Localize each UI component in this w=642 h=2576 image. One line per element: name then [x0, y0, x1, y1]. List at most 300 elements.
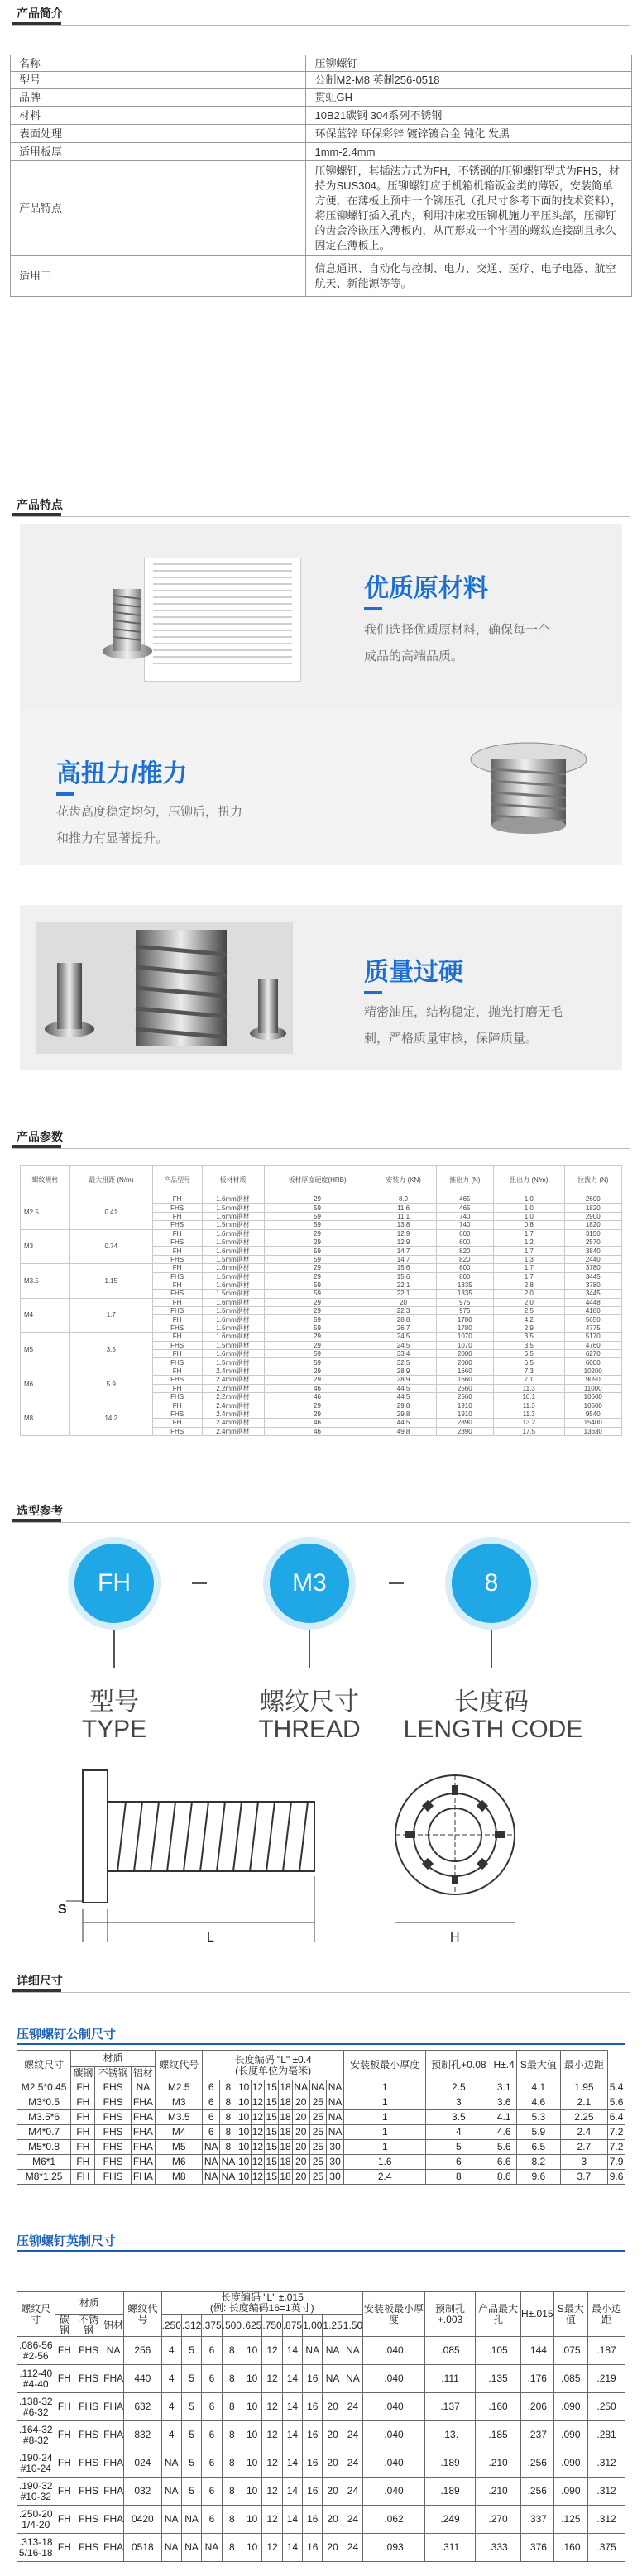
params-cell: 800	[436, 1272, 493, 1281]
params-cell: 29	[264, 1229, 371, 1238]
metric-cell: M2.5	[156, 2080, 203, 2095]
params-cell: FH	[152, 1264, 202, 1272]
imperial-cell: .085	[553, 2365, 588, 2393]
metric-cell: FH	[71, 2110, 95, 2125]
imperial-cell: .090	[553, 2478, 588, 2506]
imperial-cell: 16	[303, 2449, 323, 2478]
params-header: 扭出力 (N/m)	[494, 1166, 565, 1195]
imperial-cell: .256	[520, 2449, 553, 2478]
metric-header: 材质	[71, 2051, 156, 2067]
imperial-cell: .237	[520, 2421, 553, 2449]
section-selection-header	[0, 1497, 642, 1527]
imperial-cell: 24	[343, 2506, 362, 2534]
metric-header: 安装板最小厚度	[343, 2051, 426, 2080]
metric-header: 螺纹尺寸	[17, 2051, 71, 2080]
params-cell: FHS	[152, 1272, 202, 1281]
imperial-cell: .312	[588, 2478, 625, 2506]
imperial-cell: 20	[323, 2534, 343, 2562]
metric-cell: 18	[279, 2080, 293, 2095]
params-cell: 600	[436, 1229, 493, 1238]
params-cell: 17.5	[494, 1427, 565, 1435]
params-cell: 11.3	[494, 1384, 565, 1392]
metric-cell: 18	[279, 2155, 293, 2170]
params-cell: 465	[436, 1204, 493, 1212]
metric-length-header: 长度编码 "L" ±0.4	[234, 2053, 312, 2066]
params-cell: 2.4mm钢材	[202, 1367, 264, 1375]
imperial-length-col: .750	[262, 2315, 282, 2337]
metric-cell: 25	[309, 2155, 327, 2170]
feature-title: 高扭力/推力	[56, 760, 188, 788]
imperial-cell: .312	[588, 2506, 625, 2534]
metric-cell: 9.6	[517, 2170, 561, 2185]
params-cell: 1.0	[494, 1212, 565, 1220]
metric-cell: FHS	[95, 2080, 131, 2095]
info-key: 适用板厚	[11, 143, 306, 161]
params-cell: 10500	[564, 1401, 621, 1410]
imperial-cell: 4	[161, 2393, 181, 2421]
params-cell: 59	[264, 1290, 371, 1298]
params-cell: 1.7	[494, 1229, 565, 1238]
metric-cell: 6	[203, 2110, 220, 2125]
metric-cell: FHS	[95, 2140, 131, 2155]
metric-cell: 5.9	[517, 2125, 561, 2140]
metric-cell: 20	[292, 2140, 309, 2155]
params-cell: 15.6	[371, 1272, 436, 1281]
imperial-cell: .250	[588, 2393, 625, 2421]
params-cell: 1335	[436, 1290, 493, 1298]
connector-line	[113, 1630, 115, 1668]
imperial-cell: 12	[262, 2393, 282, 2421]
imperial-cell: FH	[55, 2421, 74, 2449]
metric-cell: NA	[131, 2080, 155, 2095]
params-torque: 1.15	[69, 1264, 152, 1299]
info-value: 公制M2-M8 英制256-0518	[306, 72, 632, 89]
imperial-cell: 10	[242, 2365, 261, 2393]
params-cell: 13.8	[371, 1221, 436, 1229]
imperial-length-col: .500	[222, 2315, 242, 2337]
imperial-header: H±.015	[520, 2292, 553, 2337]
params-spec: M3.5	[21, 1264, 70, 1299]
imperial-cell: 5	[181, 2393, 201, 2421]
params-cell: FHS	[152, 1255, 202, 1263]
metric-cell: 6.5	[517, 2140, 561, 2155]
feature-card-quality	[20, 905, 622, 1070]
params-cell: 10.1	[494, 1392, 565, 1401]
params-cell: 1.6mm钢材	[202, 1281, 264, 1289]
imperial-cell: NA	[161, 2478, 181, 2506]
params-cell: 59	[264, 1255, 371, 1263]
params-cell: 59	[264, 1358, 371, 1367]
params-spec: M8	[21, 1401, 70, 1436]
imperial-cell: 6	[202, 2365, 222, 2393]
params-cell: 1780	[436, 1315, 493, 1324]
params-spec: M3	[21, 1229, 70, 1264]
metric-cell: 8	[220, 2140, 237, 2155]
params-cell: 46	[264, 1384, 371, 1392]
params-cell: FHS	[152, 1410, 202, 1418]
params-cell: 1.6mm钢材	[202, 1212, 264, 1220]
imperial-header: 材质	[55, 2292, 124, 2315]
params-cell: 59	[264, 1315, 371, 1324]
imperial-cell: .135	[476, 2365, 521, 2393]
info-row	[11, 107, 632, 125]
params-cell: 1.6mm钢材	[202, 1350, 264, 1358]
params-cell: 2.4mm钢材	[202, 1376, 264, 1384]
imperial-cell: FHA	[103, 2478, 124, 2506]
metric-cell: 6	[203, 2095, 220, 2110]
params-cell: 29	[264, 1376, 371, 1384]
imperial-cell: .040	[363, 2365, 425, 2393]
params-cell: 4448	[564, 1298, 621, 1306]
params-cell: 2890	[436, 1427, 493, 1435]
imperial-cell: 6	[202, 2393, 222, 2421]
imperial-cell: NA	[161, 2449, 181, 2478]
metric-cell: FHS	[95, 2155, 131, 2170]
params-cell: 22.1	[371, 1281, 436, 1289]
params-cell: 20	[371, 1298, 436, 1306]
params-header: 板材厚度硬度(HRB)	[264, 1166, 371, 1195]
info-value: 压铆螺钉，其插法方式为FH，不锈钢的压铆螺钉型式为FHS，材持为SUS304。压铆螺钉应于机箱机箱钣金类的薄钣，安装简单方便，在薄板上预中一个铆压孔（孔尺寸参考下面的技术资料），将压铆螺钉插入孔内，利用冲床或压铆机施力平压头部，压铆钉的齿会冷嵌压入薄板内，从而形成一个牢固的螺纹连接副且永久固定在薄板上。	[306, 161, 632, 256]
params-cell: 4180	[564, 1307, 621, 1315]
metric-cell: 4.6	[491, 2125, 517, 2140]
thread-label-cn: 螺纹尺寸	[260, 1688, 359, 1716]
params-cell: 2440	[564, 1255, 621, 1263]
metric-cell: NA	[292, 2080, 309, 2095]
metric-cell: 10	[237, 2095, 251, 2110]
metric-cell: 3	[426, 2095, 491, 2110]
imperial-cell: .219	[588, 2365, 625, 2393]
metric-cell: 8	[220, 2125, 237, 2140]
info-key: 品牌	[11, 89, 306, 107]
metric-cell: 15	[265, 2080, 279, 2095]
metric-title-underline	[17, 2043, 625, 2045]
metric-header: 螺纹代号	[156, 2051, 203, 2080]
params-cell: 4775	[564, 1324, 621, 1332]
params-cell: 59	[264, 1247, 371, 1255]
imperial-row	[17, 2478, 625, 2506]
metric-row	[17, 2125, 625, 2140]
metric-cell: 1	[343, 2140, 426, 2155]
params-cell: 29	[264, 1307, 371, 1315]
params-cell: 4.2	[494, 1315, 565, 1324]
metric-cell: M5*0.8	[17, 2140, 71, 2155]
params-cell: 14.7	[371, 1247, 436, 1255]
params-cell: FH	[152, 1281, 202, 1289]
metric-cell: 3	[560, 2155, 607, 2170]
imperial-length-unit: (例: 长度编码16=1英寸)	[209, 2302, 314, 2314]
dimension-s-label: S	[58, 1903, 67, 1917]
metric-cell: 6	[203, 2125, 220, 2140]
info-value: 信息通讯、自动化与控制、电力、交通、医疗、电子电器、航空航天、新能源等等。	[306, 256, 632, 297]
params-cell: 49.8	[371, 1427, 436, 1435]
separator-dash	[192, 1582, 207, 1584]
metric-cell: 18	[279, 2125, 293, 2140]
params-cell: 13.2	[494, 1419, 565, 1427]
params-cell: 1.6mm钢材	[202, 1298, 264, 1306]
params-cell: 1660	[436, 1376, 493, 1384]
metric-cell: 8	[220, 2095, 237, 2110]
params-cell: 2.2mm钢材	[202, 1392, 264, 1401]
metric-cell: 5	[426, 2140, 491, 2155]
metric-cell: NA	[220, 2155, 237, 2170]
imperial-cell: .090	[553, 2449, 588, 2478]
imperial-cell: .164-32 #8-32	[17, 2421, 55, 2449]
metric-cell: NA	[220, 2170, 237, 2185]
imperial-cell: NA	[202, 2534, 222, 2562]
imperial-cell: FHS	[74, 2534, 103, 2562]
divider-accent	[12, 1989, 61, 1992]
imperial-length-col: .312	[181, 2315, 201, 2337]
params-cell: FHS	[152, 1238, 202, 1246]
imperial-cell: NA	[181, 2506, 201, 2534]
params-cell: 2.4mm钢材	[202, 1401, 264, 1410]
info-key: 适用于	[11, 256, 306, 297]
params-cell: 11.1	[371, 1212, 436, 1220]
separator-dash	[389, 1582, 404, 1584]
params-cell: FHS	[152, 1307, 202, 1315]
params-cell: 9540	[564, 1410, 621, 1418]
params-cell: 1.5mm钢材	[202, 1221, 264, 1229]
section-dimensions-header	[0, 1967, 642, 1997]
imperial-cell: 16	[303, 2421, 323, 2449]
params-cell: 600	[436, 1238, 493, 1246]
imperial-cell: NA	[181, 2534, 201, 2562]
metric-cell: 12	[251, 2080, 265, 2095]
params-cell: 1820	[564, 1221, 621, 1229]
params-cell: 29	[264, 1238, 371, 1246]
length-label-cn: 长度码	[454, 1688, 529, 1716]
metric-row	[17, 2140, 625, 2155]
params-cell: 3780	[564, 1264, 621, 1272]
imperial-cell: 16	[303, 2365, 323, 2393]
params-cell: 6270	[564, 1350, 621, 1358]
metric-cell: M4	[156, 2125, 203, 2140]
imperial-cell: 10	[242, 2421, 261, 2449]
metric-cell: FHS	[95, 2095, 131, 2110]
params-cell: 2570	[564, 1238, 621, 1246]
params-cell: FHS	[152, 1324, 202, 1332]
metric-cell: 4.1	[517, 2080, 561, 2095]
imperial-cell: FH	[55, 2478, 74, 2506]
metric-cell: 15	[265, 2140, 279, 2155]
imperial-cell: 20	[323, 2478, 343, 2506]
params-cell: 29	[264, 1333, 371, 1341]
imperial-cell: 632	[124, 2393, 161, 2421]
metric-cell: 8.2	[517, 2155, 561, 2170]
params-cell: 975	[436, 1307, 493, 1315]
imperial-cell: 6	[202, 2478, 222, 2506]
metric-cell: 8.6	[491, 2170, 517, 2185]
imperial-cell: .313-18 5/16-18	[17, 2534, 55, 2562]
params-row	[21, 1264, 622, 1272]
params-row	[21, 1333, 622, 1341]
connector-line	[309, 1630, 310, 1668]
imperial-cell: 8	[222, 2534, 242, 2562]
metric-cell: 5.6	[491, 2140, 517, 2155]
imperial-cell: 24	[343, 2421, 362, 2449]
metric-cell: 10	[237, 2140, 251, 2155]
imperial-cell: .176	[520, 2365, 553, 2393]
metric-cell: 1.6	[343, 2155, 426, 2170]
imperial-cell: FH	[55, 2534, 74, 2562]
imperial-cell: .093	[363, 2534, 425, 2562]
params-cell: 740	[436, 1221, 493, 1229]
params-cell: FH	[152, 1384, 202, 1392]
metric-cell: 5.6	[608, 2095, 625, 2110]
params-cell: 820	[436, 1247, 493, 1255]
imperial-cell: .105	[476, 2337, 521, 2365]
params-cell: 59	[264, 1350, 371, 1358]
metric-cell: FHA	[131, 2140, 155, 2155]
section-title: 详细尺寸	[17, 1974, 63, 1987]
imperial-cell: .040	[363, 2478, 425, 2506]
dimension-l-label: L	[207, 1931, 214, 1945]
imperial-cell: FHS	[74, 2393, 103, 2421]
params-cell: FH	[152, 1315, 202, 1324]
divider	[12, 1522, 630, 1523]
params-cell: 1.6mm钢材	[202, 1264, 264, 1272]
params-cell: 740	[436, 1212, 493, 1220]
params-cell: 3.5	[494, 1341, 565, 1349]
imperial-cell: .125	[553, 2506, 588, 2534]
params-cell: 1070	[436, 1333, 493, 1341]
imperial-cell: FHA	[103, 2393, 124, 2421]
params-cell: 2000	[436, 1358, 493, 1367]
metric-cell: M6	[156, 2155, 203, 2170]
params-cell: FHS	[152, 1392, 202, 1401]
imperial-cell: 14	[282, 2365, 302, 2393]
params-torque: 5.9	[69, 1367, 152, 1401]
params-cell: 2560	[436, 1384, 493, 1392]
imperial-cell: 12	[262, 2449, 282, 2478]
metric-cell: NA	[327, 2125, 344, 2140]
section-params-header	[0, 1123, 642, 1153]
params-cell: FH	[152, 1333, 202, 1341]
params-cell: FHS	[152, 1290, 202, 1298]
params-cell: 1.5mm钢材	[202, 1324, 264, 1332]
imperial-cell: 20	[323, 2393, 343, 2421]
imperial-material-header: 碳钢	[55, 2315, 74, 2337]
imperial-material-header: 铝材	[103, 2315, 124, 2337]
params-cell: 1.3	[494, 1255, 565, 1263]
metric-material-header: 碳钢	[71, 2067, 95, 2080]
metric-cell: 15	[265, 2155, 279, 2170]
imperial-cell: .189	[424, 2478, 475, 2506]
imperial-row	[17, 2449, 625, 2478]
imperial-cell: .190-24 #10-24	[17, 2449, 55, 2478]
params-cell: 11.3	[494, 1410, 565, 1418]
imperial-cell: FH	[55, 2337, 74, 2365]
imperial-cell: 5	[181, 2421, 201, 2449]
imperial-row	[17, 2421, 625, 2449]
imperial-cell: 10	[242, 2393, 261, 2421]
metric-cell: 1	[343, 2095, 426, 2110]
metric-cell: 2.7	[560, 2140, 607, 2155]
length-label-en: LENGTH CODE	[403, 1716, 583, 1743]
metric-cell: 20	[292, 2110, 309, 2125]
divider-accent	[12, 1145, 61, 1148]
imperial-length-col: .250	[161, 2315, 181, 2337]
metric-cell: 3.6	[491, 2095, 517, 2110]
metric-cell: 18	[279, 2170, 293, 2185]
params-cell: 1.5mm钢材	[202, 1290, 264, 1298]
metric-cell: FHS	[95, 2125, 131, 2140]
params-cell: 1.6mm钢材	[202, 1195, 264, 1204]
params-cell: 5170	[564, 1333, 621, 1341]
metric-cell: 30	[327, 2170, 344, 2185]
params-cell: 1660	[436, 1367, 493, 1375]
imperial-cell: 4	[161, 2365, 181, 2393]
type-label-en: TYPE	[81, 1716, 147, 1743]
params-cell: 29	[264, 1410, 371, 1418]
imperial-cell: 5	[181, 2365, 201, 2393]
params-spec: M6	[21, 1367, 70, 1401]
imperial-cell: 10	[242, 2337, 261, 2365]
imperial-cell: .075	[553, 2337, 588, 2365]
params-row	[21, 1367, 622, 1375]
feature-title: 优质原材料	[364, 575, 488, 602]
imperial-cell: .111	[424, 2365, 475, 2393]
accent-bar	[364, 991, 382, 994]
params-cell: 29	[264, 1341, 371, 1349]
params-cell: FH	[152, 1350, 202, 1358]
params-cell: 1.5mm钢材	[202, 1204, 264, 1212]
params-cell: 28.9	[371, 1367, 436, 1375]
params-row	[21, 1298, 622, 1306]
params-cell: 2.8	[494, 1281, 565, 1289]
params-cell: 1.7	[494, 1272, 565, 1281]
metric-cell: 15	[265, 2125, 279, 2140]
metric-cell: 20	[292, 2155, 309, 2170]
metric-dimension-table	[17, 2050, 625, 2185]
imperial-cell: FHA	[103, 2534, 124, 2562]
metric-header-row	[17, 2051, 625, 2067]
imperial-header: 最小边距	[588, 2292, 625, 2337]
imperial-cell: FH	[55, 2365, 74, 2393]
params-cell: 46	[264, 1427, 371, 1435]
params-cell: 44.5	[371, 1419, 436, 1427]
metric-cell: FHS	[95, 2110, 131, 2125]
params-cell: 3840	[564, 1247, 621, 1255]
params-cell: FH	[152, 1195, 202, 1204]
metric-cell: 12	[251, 2110, 265, 2125]
metric-row	[17, 2170, 625, 2185]
params-cell: 2600	[564, 1195, 621, 1204]
metric-cell: 2.4	[343, 2170, 426, 2185]
imperial-cell: .040	[363, 2393, 425, 2421]
imperial-cell: .270	[476, 2506, 521, 2534]
metric-cell: 4	[426, 2125, 491, 2140]
metric-cell: 4.1	[491, 2110, 517, 2125]
params-row	[21, 1195, 622, 1204]
metric-cell: 6	[426, 2155, 491, 2170]
imperial-cell: 24	[343, 2534, 362, 2562]
metric-cell: 1	[343, 2080, 426, 2095]
imperial-header: 产品最大孔	[476, 2292, 521, 2337]
params-cell: FH	[152, 1367, 202, 1375]
imperial-cell: .112-40 #4-40	[17, 2365, 55, 2393]
imperial-cell: .13.	[424, 2421, 475, 2449]
divider	[12, 516, 630, 517]
params-cell: 3445	[564, 1290, 621, 1298]
metric-cell: 15	[265, 2170, 279, 2185]
metric-cell: FH	[71, 2125, 95, 2140]
metric-cell: 20	[292, 2170, 309, 2185]
params-cell: 6.5	[494, 1358, 565, 1367]
imperial-length-col: 1.25	[323, 2315, 343, 2337]
divider-accent	[12, 1519, 61, 1522]
params-cell: 1.5mm钢材	[202, 1358, 264, 1367]
